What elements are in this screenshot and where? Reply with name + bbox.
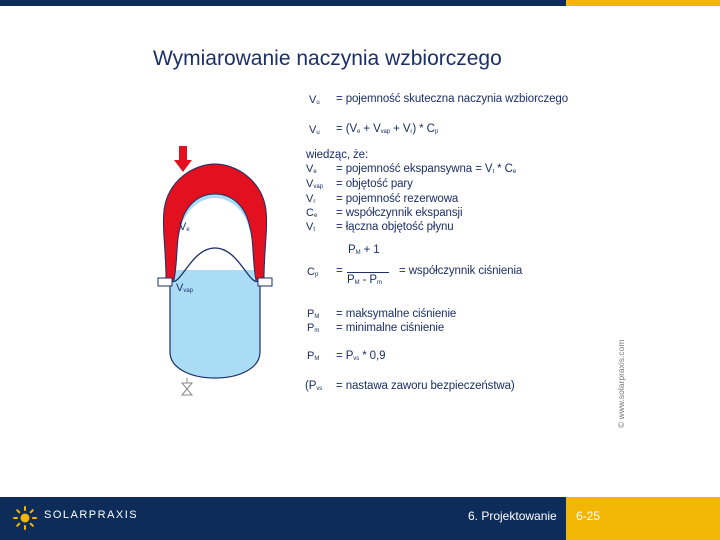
pm-max-text: = maksymalne ciśnienie [336,308,457,320]
def-vt-symbol: $V_t$ [306,221,316,233]
top-bar-yellow [566,0,720,6]
cp-symbol: $C_p$ [307,266,319,278]
logo-wordmark: SOLARPRAXIS [44,509,139,521]
def-vr-symbol: $V_r$ [306,193,316,205]
def-ce-text: = współczynnik ekspansji [336,207,463,219]
footer-chapter: 6. Projektowanie [468,509,557,523]
def-vr-text: = pojemność rezerwowa [336,193,459,205]
def-ce-symbol: $C_e$ [306,207,318,219]
pvs-symbol: ($P_{vs}$ [305,380,323,392]
cp-numerator: $P_M + 1$ [348,244,380,256]
copyright-note: © www.solarpraxis.com [616,339,626,428]
knowing-label: wiedząc, że: [306,149,369,161]
valve-icon [182,383,192,395]
vu-equation: = $(V_e + V_{vap} + V_r) * C_p$ [336,123,439,135]
cp-denominator: $P_M - P_m$ [347,274,382,286]
label-vvap: $V_{vap}$ [176,282,194,294]
vessel-flange-right [258,278,272,286]
pm-min-text: = minimalne ciśnienie [336,322,445,334]
def-ve-text: = pojemność ekspansywna = $V_t * C_e$ [336,163,517,175]
footer-page-number: 6-25 [576,509,601,523]
pm-equation: = $P_{vs} * 0,9$ [336,350,386,362]
def-ve-symbol: $V_e$ [306,163,317,175]
top-bar-navy [0,0,566,6]
fraction-line [347,272,389,273]
vessel-flange-left [158,278,172,286]
def-vvap-symbol: $V_{vap}$ [306,178,324,190]
inlet-arrow-head [174,160,192,172]
def-vt-text: = łączna objętość płynu [336,221,454,233]
vu-def-text: = pojemność skuteczna naczynia wzbiorczego [336,93,568,105]
sun-logo-icon [12,505,38,531]
vu-def-symbol: $V_u$ [309,94,320,106]
vu-eq-symbol: $V_u$ [309,124,320,136]
expansion-vessel-diagram [150,140,280,400]
cp-equals: = [336,265,343,277]
pm-min-symbol: $P_m$ [307,322,320,334]
pm-eq-symbol: $P_M$ [307,350,320,362]
pvs-text: = nastawa zaworu bezpieczeństwa) [336,380,515,392]
label-ve: $V_e$ [179,221,190,233]
inlet-arrow-shaft [179,146,187,160]
cp-text: = współczynnik ciśnienia [399,265,523,277]
def-vvap-text: = objętość pary [336,178,413,190]
pm-max-symbol: $P_M$ [307,308,320,320]
slide-title: Wymiarowanie naczynia wzbiorczego [153,47,502,70]
